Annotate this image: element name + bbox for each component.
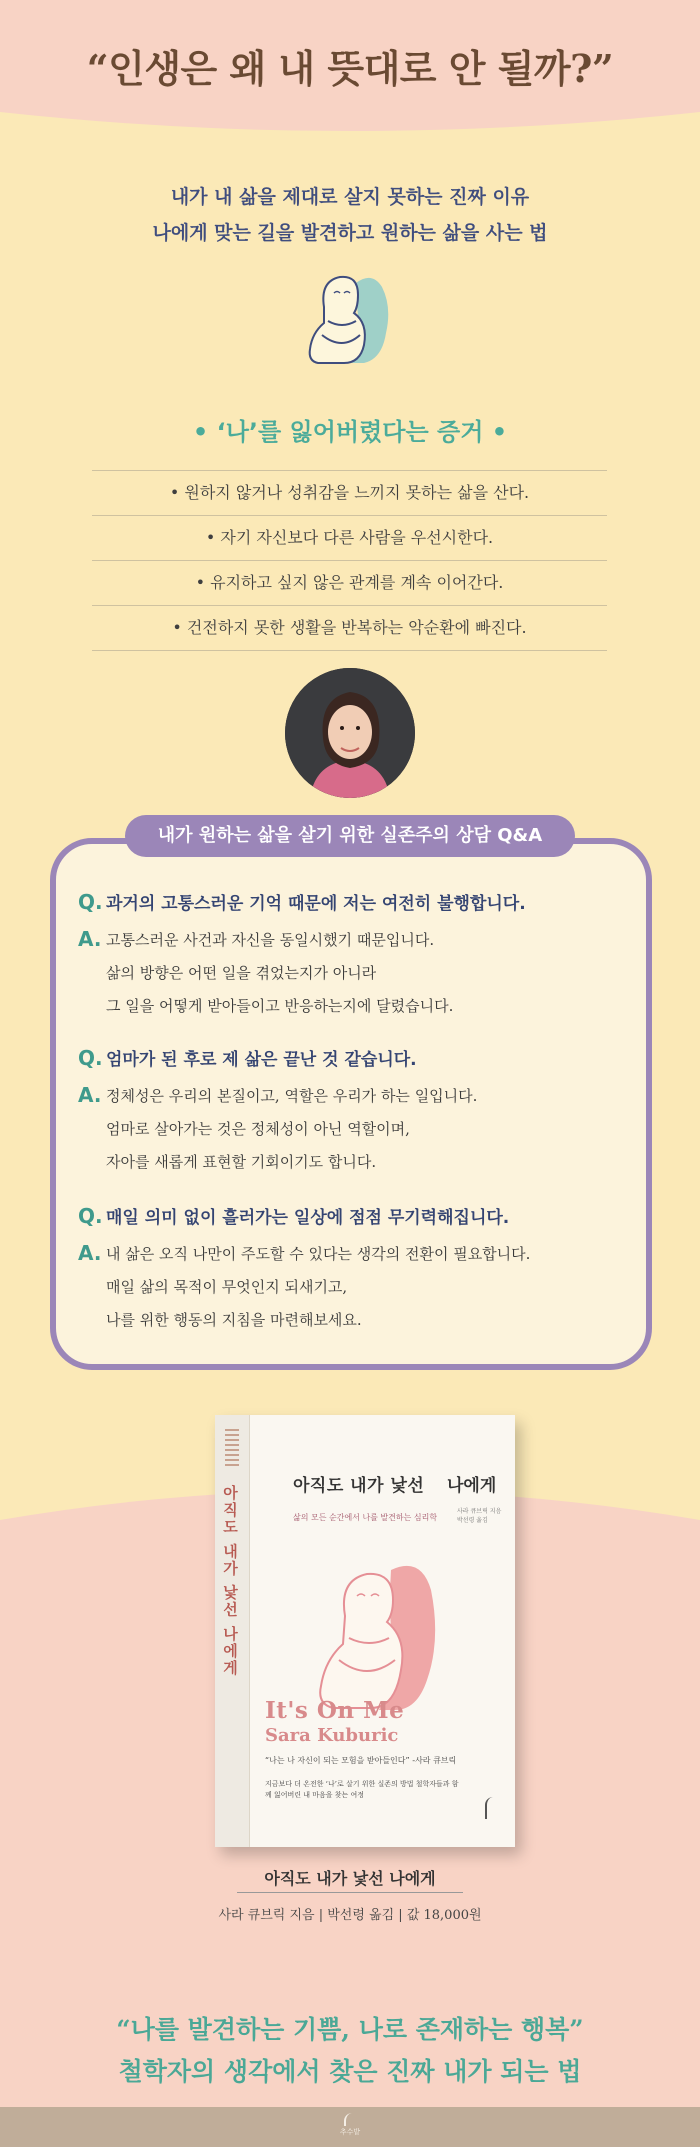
spine-title: 아직도 내가 낯선 나에게	[221, 1485, 239, 1677]
publisher-logo-icon	[485, 1797, 497, 1819]
closing-line-2: 철학자의 생각에서 찾은 진짜 내가 되는 법	[118, 2057, 582, 2086]
evidence-item: • 자기 자신보다 다른 사람을 우선시한다.	[92, 516, 607, 561]
answer-line: 내 삶은 오직 나만이 주도할 수 있다는 생각의 전환이 필요합니다.	[106, 1245, 531, 1263]
book-caption-meta: 사라 큐브릭 지음 | 박선령 옮김 | 값 18,000원	[218, 1908, 482, 1923]
a-mark: A.	[78, 1241, 102, 1265]
answer-line: 자아를 새롭게 표현할 기회이기도 합니다.	[106, 1153, 377, 1171]
qa-banner: 내가 원하는 삶을 살기 위한 실존주의 상담 Q&A	[125, 815, 575, 857]
question-text: 과거의 고통스러운 기억 때문에 저는 여전히 불행합니다.	[106, 894, 526, 914]
evidence-list	[92, 470, 607, 651]
publisher-name: 추수밭	[339, 2128, 361, 2136]
qa-answer	[78, 924, 638, 1023]
qa-item	[78, 888, 638, 1023]
qa-item	[78, 1202, 638, 1337]
qa-answer	[78, 1080, 638, 1179]
answer-text	[106, 924, 453, 1023]
caption-divider	[237, 1892, 463, 1893]
book-cover-illustration	[305, 1550, 455, 1715]
book-cover	[215, 1415, 515, 1847]
publisher-mark-icon	[344, 2113, 356, 2126]
evidence-item: • 유지하고 싶지 않은 관계를 계속 이어간다.	[92, 561, 607, 606]
answer-line: 그 일을 어떻게 받아들이고 반응하는지에 달렸습니다.	[106, 997, 454, 1015]
q-mark: Q.	[78, 1046, 103, 1070]
answer-line: 엄마로 살아가는 것은 정체성이 아닌 역할이며,	[106, 1120, 410, 1138]
subtitle-line-2: 나에게 맞는 길을 발견하고 원하는 삶을 사는 법	[152, 222, 548, 244]
book-title-suffix: 나에게	[447, 1476, 497, 1496]
book-spine	[215, 1415, 250, 1847]
qa-question	[78, 1044, 638, 1074]
qa-box	[50, 838, 652, 1370]
qa-question	[78, 888, 638, 918]
book-title: 아직도 내가 낯선	[293, 1476, 425, 1496]
q-mark: Q.	[78, 1204, 103, 1228]
answer-line: 나를 위한 행동의 지침을 마련해보세요.	[106, 1311, 362, 1329]
book-credit: 사라 큐브릭 지음 박선령 옮김	[457, 1508, 502, 1524]
book-english-title: It's On Me	[265, 1697, 405, 1724]
author-photo	[285, 668, 415, 798]
evidence-item: • 건전하지 못한 생활을 반복하는 악순환에 빠진다.	[92, 606, 607, 651]
answer-line: 정체성은 우리의 본질이고, 역할은 우리가 하는 일입니다.	[106, 1087, 478, 1105]
answer-line: 고통스러운 사건과 자신을 동일시했기 때문입니다.	[106, 931, 435, 949]
answer-line: 매일 삶의 목적이 무엇인지 되새기고,	[106, 1278, 348, 1296]
footer-publisher-logo	[337, 2113, 363, 2141]
q-mark: Q.	[78, 890, 103, 914]
book-blurb: 지금보다 더 온전한 ‘나’로 살기 위한 실존의 방법 철학자들과 함께 잃어버린 내 마음을 찾는 여정	[265, 1780, 459, 1799]
question-text: 매일 의미 없이 흘러가는 일상에 점점 무기력해집니다.	[106, 1208, 510, 1228]
evidence-title: • ‘나’를 잃어버렸다는 증거 •	[192, 418, 508, 446]
book-quote: “나는 나 자신이 되는 모험을 받아들인다” -사라 큐브릭	[265, 1756, 457, 1765]
closing-line-1: “나를 발견하는 기쁨, 나로 존재하는 행복”	[116, 2015, 584, 2044]
headline: “인생은 왜 내 뜻대로 안 될까?”	[86, 46, 614, 91]
footer	[0, 2107, 700, 2147]
qa-question	[78, 1202, 638, 1232]
book-tagline: 삶의 모든 순간에서 나를 발견하는 심리학	[293, 1513, 438, 1522]
qa-item	[78, 1044, 638, 1179]
subtitle-line-1: 내가 내 삶을 제대로 살지 못하는 진짜 이유	[170, 186, 530, 208]
a-mark: A.	[78, 1083, 102, 1107]
spine-small-text-lines	[225, 1429, 239, 1469]
question-text: 엄마가 된 후로 제 삶은 끝난 것 같습니다.	[106, 1050, 417, 1070]
evidence-item: • 원하지 않거나 성취감을 느끼지 못하는 삶을 산다.	[92, 470, 607, 516]
hugging-figure-illustration	[298, 263, 408, 373]
book-caption-title: 아직도 내가 낯선 나에게	[264, 1869, 436, 1888]
book-english-author: Sara Kuburic	[265, 1725, 399, 1746]
answer-text	[106, 1238, 530, 1337]
answer-line: 삶의 방향은 어떤 일을 겪었는지가 아니라	[106, 964, 377, 982]
answer-text	[106, 1080, 477, 1179]
qa-answer	[78, 1238, 638, 1337]
a-mark: A.	[78, 927, 102, 951]
